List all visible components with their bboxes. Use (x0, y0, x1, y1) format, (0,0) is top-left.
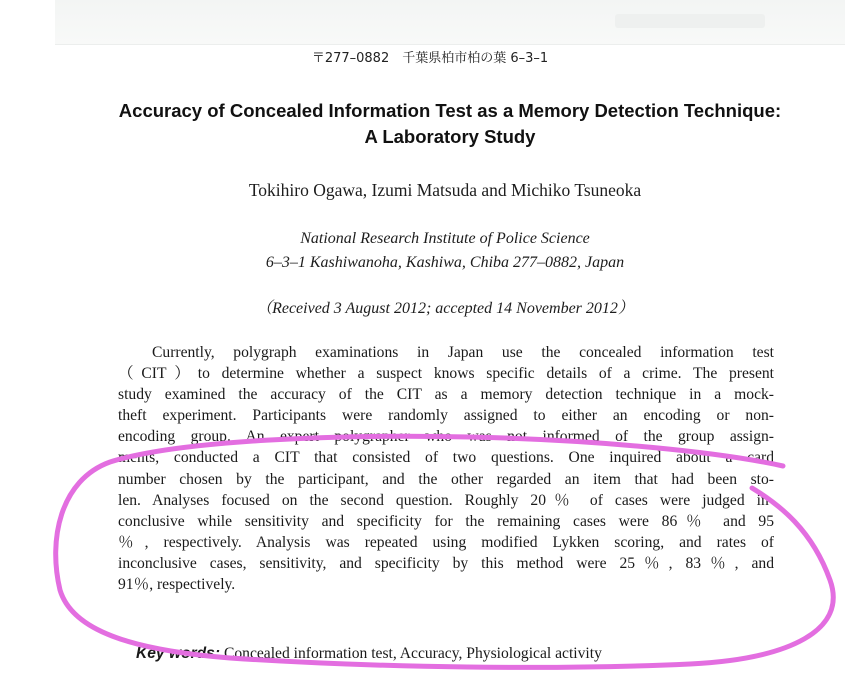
abstract-line: ments, conducted a CIT that consisted of two questions. One inquired about a card (118, 449, 774, 467)
keywords (136, 645, 776, 663)
keywords-text: Concealed information test, Accuracy, Physiological activity (223, 645, 602, 662)
abstract-line: 91％, respectively. (118, 576, 236, 594)
top-band (55, 0, 845, 45)
authors: Tokihiro Ogawa, Izumi Matsuda and Michiko Tsuneoka (248, 180, 642, 200)
abstract (118, 342, 774, 595)
abstract-line: Currently, polygraph examinations in Japan use the concealed information test (152, 344, 774, 361)
affiliation (0, 227, 860, 275)
top-band-field (615, 14, 765, 28)
abstract-line: study examined the accuracy of the CIT as a memory detection technique in a mock- (118, 386, 774, 404)
header-address: 〒277–0882 千葉県柏市柏の葉 6–3–1 (311, 51, 549, 66)
abstract-line: len. Analyses focused on the second question. Roughly 20％ of cases were judged in- (118, 491, 774, 509)
affiliation-line-1: National Research Institute of Police Science (300, 230, 590, 247)
abstract-line: theft experiment. Participants were randomly assigned to either an encoding or non- (118, 407, 774, 425)
received-dates: （Received 3 August 2012; accepted 14 November 2012） (256, 300, 634, 317)
abstract-line: （CIT）to determine whether a suspect knows specific details of a crime. The present (118, 365, 774, 383)
keywords-label: Key words: (136, 645, 221, 662)
abstract-line: encoding group. An expert polygrapher who was not informed of the group assign- (118, 428, 774, 446)
paper-title (40, 98, 860, 150)
abstract-line: ％, respectively. Analysis was repeated using modified Lykken scoring, and rates of (118, 533, 774, 551)
title-line-2: A Laboratory Study (364, 126, 536, 147)
abstract-line: number chosen by the participant, and the other regarded an item that had been sto- (118, 470, 774, 488)
affiliation-line-2: 6–3–1 Kashiwanoha, Kashiwa, Chiba 277–0882, Japan (265, 254, 625, 271)
title-line-1: Accuracy of Concealed Information Test as a Memory Detection Technique: (118, 100, 782, 121)
abstract-line: inconclusive cases, sensitivity, and specificity by this method were 25％, 83％, and (118, 554, 774, 572)
abstract-line: conclusive while sensitivity and specificity for the remaining cases were 86％ and 95 (118, 512, 774, 530)
